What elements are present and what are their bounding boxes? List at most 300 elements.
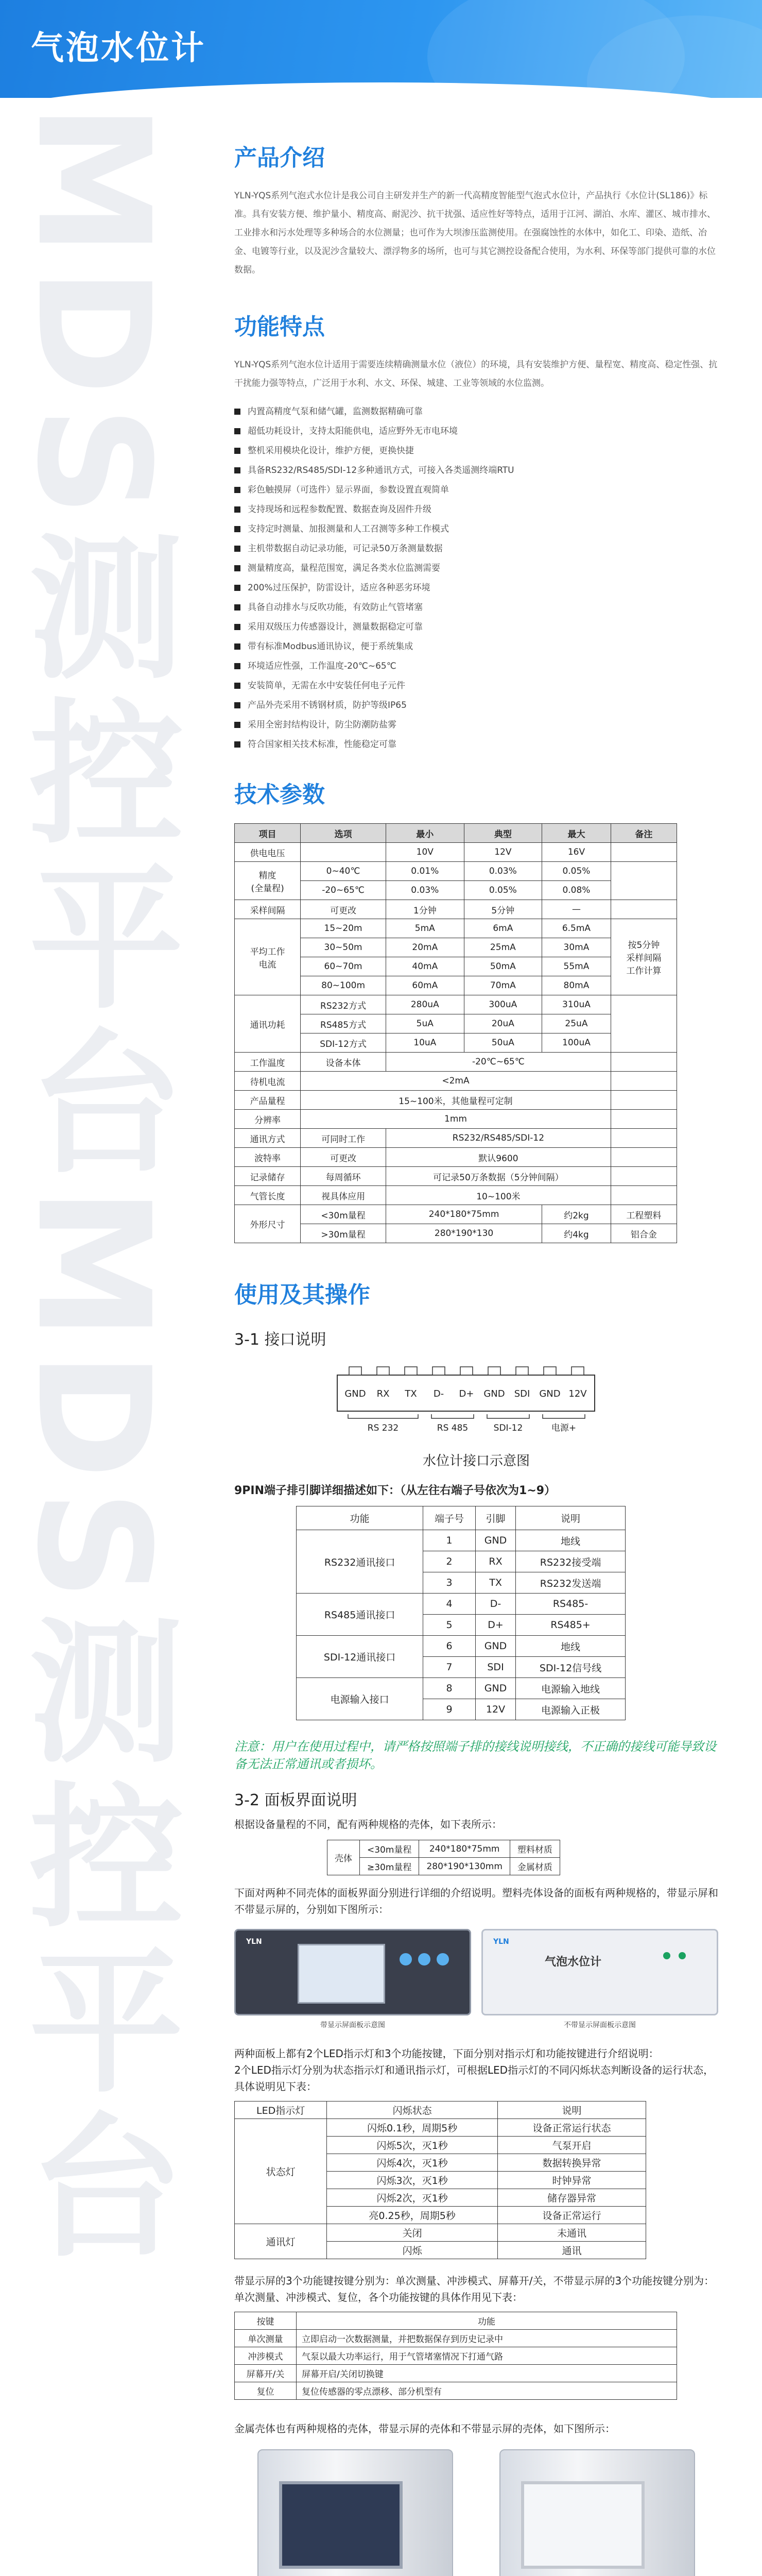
spec-cell bbox=[611, 995, 677, 1053]
pin-cell: 12V bbox=[475, 1699, 515, 1720]
spec-cell: 80mA bbox=[542, 976, 611, 995]
feature-text: 支持现场和远程参数配置、数据查询及固件升级 bbox=[248, 504, 431, 515]
table-row bbox=[235, 938, 677, 957]
pin-function: RS232通讯接口 bbox=[297, 1530, 423, 1594]
spec-cell: 70mA bbox=[464, 976, 542, 995]
feature-text: 200%过压保护，防雷设计，适应各种恶劣环境 bbox=[248, 583, 430, 593]
pin-cell: 3 bbox=[423, 1572, 476, 1594]
table-row bbox=[235, 2119, 646, 2137]
housing-cell: 280*190*130mm bbox=[419, 1858, 510, 1875]
spec-cell: RS232/RS485/SDI-12 bbox=[386, 1129, 611, 1148]
section-title-usage: 使用及其操作 bbox=[234, 1282, 370, 1308]
table-row bbox=[235, 843, 677, 862]
spec-header: 项目 bbox=[235, 824, 301, 843]
spec-cell: 10~100米 bbox=[386, 1186, 611, 1205]
led-cell: 设备正常运行 bbox=[498, 2207, 646, 2224]
led-table bbox=[234, 2101, 646, 2259]
led-cell: 亮0.25秒，周期5秒 bbox=[327, 2207, 498, 2224]
spec-cell bbox=[611, 862, 677, 900]
spec-cell bbox=[611, 900, 677, 919]
panel-product-name: 气泡水位计 bbox=[545, 1956, 602, 1969]
feature-list bbox=[234, 406, 718, 750]
feature-item bbox=[234, 563, 718, 574]
table-row bbox=[235, 2224, 646, 2242]
housing-screen bbox=[279, 2481, 403, 2569]
table-row bbox=[235, 1148, 677, 1167]
spec-note-line: 工作计算 bbox=[626, 966, 662, 976]
pin-cell: 8 bbox=[423, 1678, 476, 1699]
spec-cell: 0.03% bbox=[386, 881, 464, 900]
spec-label-line: 电流 bbox=[258, 959, 276, 970]
spec-label: 通讯方式 bbox=[235, 1129, 301, 1148]
spec-cell: SDI-12方式 bbox=[301, 1033, 386, 1053]
key-header-row bbox=[235, 2312, 677, 2330]
table-row bbox=[235, 1053, 677, 1072]
spec-label: 工作温度 bbox=[235, 1053, 301, 1072]
spec-cell bbox=[611, 1186, 677, 1205]
spec-cell: 6mA bbox=[464, 919, 542, 938]
spec-cell bbox=[611, 1129, 677, 1148]
housing-illustration bbox=[499, 2449, 695, 2576]
spec-cell: 25mA bbox=[464, 938, 542, 957]
spec-label-line: 平均工作 bbox=[250, 946, 285, 957]
housing-label: 壳体 bbox=[327, 1840, 360, 1875]
pin-cell: 地线 bbox=[516, 1530, 626, 1551]
pin-header-row bbox=[297, 1506, 626, 1530]
feature-text: 具备自动排水与反吹功能，有效防止气管堵塞 bbox=[248, 602, 423, 613]
pin-cell: RS232发送端 bbox=[516, 1572, 626, 1594]
photo-with-screen bbox=[252, 2449, 458, 2576]
spec-cell: 60mA bbox=[386, 976, 464, 995]
feature-item bbox=[234, 621, 718, 633]
feature-text: 彩色触摸屏（可选件）显示界面，参数设置直观简单 bbox=[248, 485, 449, 495]
pin-cell: 2 bbox=[423, 1551, 476, 1572]
table-row bbox=[235, 1110, 677, 1129]
bullet-icon bbox=[234, 467, 240, 473]
led-cell: 关闭 bbox=[327, 2224, 498, 2242]
spec-cell: 80~100m bbox=[301, 976, 386, 995]
bullet-icon bbox=[234, 643, 240, 650]
spec-cell: 10uA bbox=[386, 1033, 464, 1053]
panel-intro: 下面对两种不同壳体的面板界面分别进行详细的介绍说明。塑料壳体设备的面板有两种规格的，带显示屏和不带显示屏的，分别如下图所示： bbox=[234, 1887, 718, 1916]
table-row bbox=[235, 1186, 677, 1205]
spec-cell: 约4kg bbox=[542, 1224, 611, 1243]
table-row bbox=[235, 2347, 677, 2365]
panel-brand: YLN bbox=[493, 1938, 509, 1946]
main-content bbox=[234, 139, 718, 2576]
pin-cell: D- bbox=[475, 1594, 515, 1615]
features-paragraph: YLN-YQS系列气泡水位计适用于需要连续精确测量水位（液位）的环境，具有安装维护方便、量程宽、精度高、稳定性强、抗干扰能力强等特点，广泛用于水利、水文、环保、城建、工业等领域的水位监测。 bbox=[234, 360, 718, 388]
spec-cell: 15~100米，其他量程可定制 bbox=[301, 1091, 611, 1110]
terminal-group-label: RS 232 bbox=[367, 1423, 399, 1433]
pin-cell: 5 bbox=[423, 1615, 476, 1636]
housing-cell: 塑料材质 bbox=[510, 1840, 560, 1858]
panel-with-screen bbox=[234, 1929, 471, 2030]
terminal-pin-label: 12V bbox=[568, 1388, 587, 1399]
spec-note: 工程塑料 bbox=[611, 1205, 677, 1224]
spec-cell: — bbox=[542, 900, 611, 919]
spec-cell: 280uA bbox=[386, 995, 464, 1014]
pin-header: 引脚 bbox=[475, 1506, 515, 1530]
table-row bbox=[235, 2365, 677, 2382]
terminal-pin-icon bbox=[572, 1367, 584, 1375]
table-row bbox=[297, 1636, 626, 1657]
spec-note bbox=[611, 919, 677, 995]
watermark-text: MDS测控平台MDS测控平台 bbox=[3, 103, 183, 2271]
wiring-warning: 注意：用户在使用过程中，请严格按照端子排的接线说明接线，不正确的接线可能导致设备无法正常通讯或者损坏。 bbox=[234, 1739, 716, 1771]
spec-cell: 50uA bbox=[464, 1033, 542, 1053]
led-cell: 闪烁2次，灭1秒 bbox=[327, 2189, 498, 2207]
section-title-tech: 技术参数 bbox=[234, 782, 325, 808]
key-header: 按键 bbox=[235, 2312, 297, 2330]
table-row bbox=[297, 1678, 626, 1699]
housing-cell: ≥30m量程 bbox=[360, 1858, 419, 1875]
spec-label: 采样间隔 bbox=[235, 900, 301, 919]
spec-cell: 0.03% bbox=[464, 862, 542, 881]
pin-cell: RS232接受端 bbox=[516, 1551, 626, 1572]
bullet-icon bbox=[234, 546, 240, 552]
background-watermark bbox=[0, 103, 201, 2576]
spec-header: 备注 bbox=[611, 824, 677, 843]
spec-cell: 可记录50万条数据（5分钟间隔） bbox=[386, 1167, 611, 1186]
pin-cell: 电源输入正极 bbox=[516, 1699, 626, 1720]
pin-cell: 9 bbox=[423, 1699, 476, 1720]
panel-key-icon bbox=[400, 1953, 412, 1965]
pin-cell: RS485- bbox=[516, 1594, 626, 1615]
terminal-group-bracket bbox=[543, 1414, 585, 1418]
spec-header: 最小 bbox=[386, 824, 464, 843]
bullet-icon bbox=[234, 624, 240, 630]
spec-cell: RS485方式 bbox=[301, 1014, 386, 1033]
table-row bbox=[235, 995, 677, 1014]
housing-cell: 240*180*75mm bbox=[419, 1840, 510, 1858]
spec-cell: 0.01% bbox=[386, 862, 464, 881]
terminal-pin-label: D- bbox=[433, 1388, 444, 1399]
pin-cell: 6 bbox=[423, 1636, 476, 1657]
terminal-pin-icon bbox=[432, 1367, 445, 1375]
pin-cell: RX bbox=[475, 1551, 515, 1572]
table-row bbox=[235, 1224, 677, 1243]
panel-illustration bbox=[234, 1929, 471, 2015]
terminal-group-bracket bbox=[348, 1414, 418, 1418]
terminal-pin-label: SDI bbox=[514, 1388, 530, 1399]
feature-item bbox=[234, 700, 718, 711]
pin-cell: 1 bbox=[423, 1530, 476, 1551]
spec-label-line: 精度 bbox=[258, 870, 276, 881]
spec-cell: 16V bbox=[542, 843, 611, 862]
spec-cell: 约2kg bbox=[542, 1205, 611, 1224]
terminal-pin-label: D+ bbox=[459, 1388, 474, 1399]
feature-text: 内置高精度气泵和储气罐，监测数据精确可靠 bbox=[248, 406, 423, 417]
terminal-group-label: RS 485 bbox=[437, 1423, 469, 1433]
key-header: 功能 bbox=[297, 2312, 677, 2330]
intro-paragraph: YLN-YQS系列气泡式水位计是我公司自主研发并生产的新一代高精度智能型气泡式水位计，产品执行《水位计(SL186)》标准。具有安装方便、维护量小、精度高、耐泥沙、抗干扰强、适应性好等特点，适用于江河、湖泊、水库、灌区、城市排水、工业排水和污水处理等多种场合的水位测量；也可作为大坝渗压监测使用。在强腐蚀性的水体中，如化工、印染、造纸、冶金、电镀等行业，以及泥沙含量较大、漂浮物多的场所，也可与其它测控设备配合使用，为水利、环保等部门提供可靠的水位数据。 bbox=[234, 191, 716, 275]
housing-panel bbox=[521, 2481, 645, 2569]
panel-key-icon bbox=[418, 1953, 430, 1965]
panel-key-icon bbox=[437, 1953, 449, 1965]
spec-cell: 55mA bbox=[542, 957, 611, 976]
spec-cell: 20mA bbox=[386, 938, 464, 957]
terminal-pin-icon bbox=[516, 1367, 528, 1375]
bullet-icon bbox=[234, 565, 240, 571]
spec-cell: 0.05% bbox=[464, 881, 542, 900]
feature-text: 产品外壳采用不锈钢材质，防护等级IP65 bbox=[248, 700, 407, 710]
spec-label: 波特率 bbox=[235, 1148, 301, 1167]
led-label: 状态灯 bbox=[235, 2119, 327, 2224]
spec-cell: 5uA bbox=[386, 1014, 464, 1033]
pin-cell: GND bbox=[475, 1678, 515, 1699]
pin-cell: 4 bbox=[423, 1594, 476, 1615]
spec-cell: 可更改 bbox=[301, 900, 386, 919]
pin-cell: RS485+ bbox=[516, 1615, 626, 1636]
spec-cell: 0.08% bbox=[542, 881, 611, 900]
feature-text: 整机采用模块化设计，维护方便，更换快捷 bbox=[248, 446, 414, 456]
spec-cell: 30mA bbox=[542, 938, 611, 957]
feature-text: 采用双级压力传感器设计，测量数据稳定可靠 bbox=[248, 622, 423, 632]
pin-cell: 地线 bbox=[516, 1636, 626, 1657]
pin-table-title: 9PIN端子排引脚详细描述如下：（从左往右端子号依次为1~9） bbox=[234, 1484, 556, 1497]
spec-cell: -20℃~65℃ bbox=[386, 1053, 611, 1072]
spec-cell: 240*180*75mm bbox=[386, 1205, 542, 1224]
pin-cell: SDI-12信号线 bbox=[516, 1657, 626, 1678]
feature-item bbox=[234, 465, 718, 476]
feature-item bbox=[234, 641, 718, 652]
spec-cell: 10V bbox=[386, 843, 464, 862]
spec-cell: 60~70m bbox=[301, 957, 386, 976]
spec-cell bbox=[611, 1072, 677, 1091]
bullet-icon bbox=[234, 702, 240, 708]
terminal-pin-label: RX bbox=[376, 1388, 390, 1399]
table-row bbox=[235, 1129, 677, 1148]
pin-cell: 7 bbox=[423, 1657, 476, 1678]
panel-keys bbox=[400, 1953, 449, 1965]
spec-note: 铝合金 bbox=[611, 1224, 677, 1243]
feature-text: 主机带数据自动记录功能，可记录50万条测量数据 bbox=[248, 544, 443, 554]
bullet-icon bbox=[234, 487, 240, 493]
panel-caption: 不带显示屏面板示意图 bbox=[564, 2021, 636, 2029]
subsection-panel: 3-2 面板界面说明 bbox=[234, 1791, 357, 1809]
spec-cell bbox=[611, 843, 677, 862]
spec-cell: 30~50m bbox=[301, 938, 386, 957]
led-header: LED指示灯 bbox=[235, 2102, 327, 2119]
led-intro: 两种面板上都有2个LED指示灯和3个功能按键，下面分别对指示灯和功能按键进行介绍说明： 2个LED指示灯分别为状态指示灯和通讯指示灯，可根据LED指示灯的不同闪烁状态判断设备的运行状态，具体说明见下表： bbox=[234, 2047, 714, 2093]
spec-cell: 12V bbox=[464, 843, 542, 862]
spec-cell: 310uA bbox=[542, 995, 611, 1014]
bullet-icon bbox=[234, 585, 240, 591]
bullet-icon bbox=[234, 506, 240, 513]
led-cell: 储存器异常 bbox=[498, 2189, 646, 2207]
spec-cell bbox=[611, 1110, 677, 1129]
housing-table bbox=[327, 1840, 560, 1875]
table-row bbox=[235, 900, 677, 919]
spec-cell bbox=[611, 1167, 677, 1186]
feature-item bbox=[234, 523, 718, 535]
led-cell: 气泵开启 bbox=[498, 2137, 646, 2154]
table-row bbox=[297, 1594, 626, 1615]
spec-note-line: 采样间隔 bbox=[626, 953, 662, 963]
bullet-icon bbox=[234, 409, 240, 415]
spec-cell: -20~65℃ bbox=[301, 881, 386, 900]
housing-illustration bbox=[257, 2449, 453, 2576]
spec-label: 产品量程 bbox=[235, 1091, 301, 1110]
pin-cell: D+ bbox=[475, 1615, 515, 1636]
table-row bbox=[235, 2382, 677, 2400]
feature-item bbox=[234, 739, 718, 750]
bullet-icon bbox=[234, 683, 240, 689]
bullet-icon bbox=[234, 741, 240, 748]
spec-cell: <30m量程 bbox=[301, 1205, 386, 1224]
pin-cell: 电源输入地线 bbox=[516, 1678, 626, 1699]
table-row bbox=[235, 1091, 677, 1110]
bullet-icon bbox=[234, 663, 240, 669]
spec-cell: 1分钟 bbox=[386, 900, 464, 919]
spec-cell: 20uA bbox=[464, 1014, 542, 1033]
key-cell: 屏幕开启/关闭切换键 bbox=[297, 2365, 677, 2382]
led-header-row bbox=[235, 2102, 646, 2119]
feature-text: 符合国家相关技术标准，性能稳定可靠 bbox=[248, 739, 396, 750]
pin-header: 端子号 bbox=[423, 1506, 476, 1530]
housing-cell: <30m量程 bbox=[360, 1840, 419, 1858]
photo-without-screen bbox=[494, 2449, 700, 2576]
table-row bbox=[235, 976, 677, 995]
spec-cell: 可更改 bbox=[301, 1148, 386, 1167]
spec-cell: 1mm bbox=[301, 1110, 611, 1129]
pin-function: RS485通讯接口 bbox=[297, 1594, 423, 1636]
led-cell: 数据转换异常 bbox=[498, 2154, 646, 2172]
feature-item bbox=[234, 445, 718, 456]
housing-photos bbox=[234, 2449, 718, 2576]
feature-item bbox=[234, 406, 718, 417]
led-icon bbox=[679, 1952, 686, 1959]
panel-images bbox=[234, 1929, 718, 2030]
terminal-group-bracket bbox=[431, 1414, 474, 1418]
spec-cell: 5mA bbox=[386, 919, 464, 938]
spec-header: 典型 bbox=[464, 824, 542, 843]
panel-brand: YLN bbox=[246, 1938, 262, 1946]
spec-cell: <2mA bbox=[301, 1072, 611, 1091]
spec-cell: 6.5mA bbox=[542, 919, 611, 938]
feature-item bbox=[234, 543, 718, 554]
spec-cell bbox=[611, 1148, 677, 1167]
table-row bbox=[235, 1033, 677, 1053]
bullet-icon bbox=[234, 722, 240, 728]
bullet-icon bbox=[234, 604, 240, 611]
spec-label: 分辨率 bbox=[235, 1110, 301, 1129]
feature-item bbox=[234, 426, 718, 437]
bullet-icon bbox=[234, 428, 240, 434]
panel-caption: 带显示屏面板示意图 bbox=[320, 2021, 385, 2029]
spec-cell: 0.05% bbox=[542, 862, 611, 881]
led-header: 闪烁状态 bbox=[327, 2102, 498, 2119]
spec-cell: 设备本体 bbox=[301, 1053, 386, 1072]
feature-text: 安装简单，无需在水中安装任何电子元件 bbox=[248, 681, 405, 691]
table-row bbox=[235, 919, 677, 938]
feature-text: 具备RS232/RS485/SDI-12多种通讯方式，可接入各类遥测终端RTU bbox=[248, 465, 514, 476]
spec-label bbox=[235, 862, 301, 900]
pin-header: 功能 bbox=[297, 1506, 423, 1530]
led-cell: 未通讯 bbox=[498, 2224, 646, 2242]
spec-cell: 可同时工作 bbox=[301, 1129, 386, 1148]
key-cell: 气泵以最大功率运行，用于气管堵塞情况下打通气路 bbox=[297, 2347, 677, 2365]
spec-header: 选项 bbox=[301, 824, 386, 843]
pin-cell: GND bbox=[475, 1530, 515, 1551]
feature-text: 带有标准Modbus通讯协议，便于系统集成 bbox=[248, 641, 413, 652]
key-cell: 单次测量 bbox=[235, 2330, 297, 2347]
terminal-group-bracket bbox=[487, 1414, 529, 1418]
spec-label: 气管长度 bbox=[235, 1186, 301, 1205]
led-cell: 闪烁5次，灭1秒 bbox=[327, 2137, 498, 2154]
terminal-pin-icon bbox=[349, 1367, 361, 1375]
feature-item bbox=[234, 719, 718, 731]
metal-intro: 金属壳体也有两种规格的壳体，带显示屏的壳体和不带显示屏的壳体，如下图所示： bbox=[234, 2422, 615, 2435]
spec-cell: 300uA bbox=[464, 995, 542, 1014]
feature-text: 环境适应性强，工作温度-20℃~65℃ bbox=[248, 661, 396, 671]
section-title-intro: 产品介绍 bbox=[234, 145, 325, 171]
panel-illustration bbox=[481, 1929, 718, 2015]
pin-header: 说明 bbox=[516, 1506, 626, 1530]
table-row bbox=[235, 957, 677, 976]
terminal-pin-icon bbox=[377, 1367, 389, 1375]
spec-label: 记录储存 bbox=[235, 1167, 301, 1186]
diagram-caption: 水位计接口示意图 bbox=[422, 1453, 530, 1469]
table-row bbox=[327, 1858, 560, 1875]
led-cell: 闪烁4次，灭1秒 bbox=[327, 2154, 498, 2172]
spec-cell: 25uA bbox=[542, 1014, 611, 1033]
led-cell: 闪烁 bbox=[327, 2242, 498, 2259]
spec-label bbox=[235, 919, 301, 995]
key-cell: 屏幕开/关 bbox=[235, 2365, 297, 2382]
spec-cell: 50mA bbox=[464, 957, 542, 976]
terminal-diagram bbox=[234, 1365, 718, 1442]
spec-label: 供电电压 bbox=[235, 843, 301, 862]
feature-item bbox=[234, 602, 718, 613]
key-cell: 复位传感器的零点漂移、部分机型有 bbox=[297, 2382, 677, 2400]
terminal-pin-icon bbox=[544, 1367, 556, 1375]
table-row bbox=[297, 1530, 626, 1551]
key-table bbox=[234, 2312, 677, 2400]
terminal-pin-label: GND bbox=[539, 1388, 561, 1399]
terminal-pin-label: TX bbox=[405, 1388, 417, 1399]
spec-cell bbox=[611, 1053, 677, 1072]
spec-cell: 280*190*130 bbox=[386, 1224, 542, 1243]
table-row bbox=[235, 2330, 677, 2347]
spec-label: 外形尺寸 bbox=[235, 1205, 301, 1243]
housing-cell: 金属材质 bbox=[510, 1858, 560, 1875]
key-cell: 冲涉模式 bbox=[235, 2347, 297, 2365]
led-header: 说明 bbox=[498, 2102, 646, 2119]
spec-cell: RS232方式 bbox=[301, 995, 386, 1014]
spec-cell: 15~20m bbox=[301, 919, 386, 938]
section-title-features: 功能特点 bbox=[234, 314, 325, 340]
pin-table bbox=[296, 1506, 626, 1720]
table-row bbox=[235, 881, 677, 900]
terminal-group-label: 电源+ bbox=[551, 1423, 577, 1433]
led-icon bbox=[663, 1952, 670, 1959]
spec-label: 通讯功耗 bbox=[235, 995, 301, 1053]
led-cell: 时钟异常 bbox=[498, 2172, 646, 2189]
terminal-pin-icon bbox=[460, 1367, 473, 1375]
table-row bbox=[235, 862, 677, 881]
spec-label: 待机电流 bbox=[235, 1072, 301, 1091]
feature-text: 测量精度高，量程范围宽，满足各类水位监测需要 bbox=[248, 563, 440, 573]
led-label: 通讯灯 bbox=[235, 2224, 327, 2259]
spec-label-line: (全量程) bbox=[251, 883, 284, 894]
led-cell: 设备正常运行状态 bbox=[498, 2119, 646, 2137]
key-cell: 立即启动一次数据测量，并把数据保存到历史记录中 bbox=[297, 2330, 677, 2347]
spec-cell: >30m量程 bbox=[301, 1224, 386, 1243]
housing-intro: 根据设备量程的不同，配有两种规格的壳体，如下表所示： bbox=[234, 1818, 502, 1831]
feature-item bbox=[234, 660, 718, 672]
